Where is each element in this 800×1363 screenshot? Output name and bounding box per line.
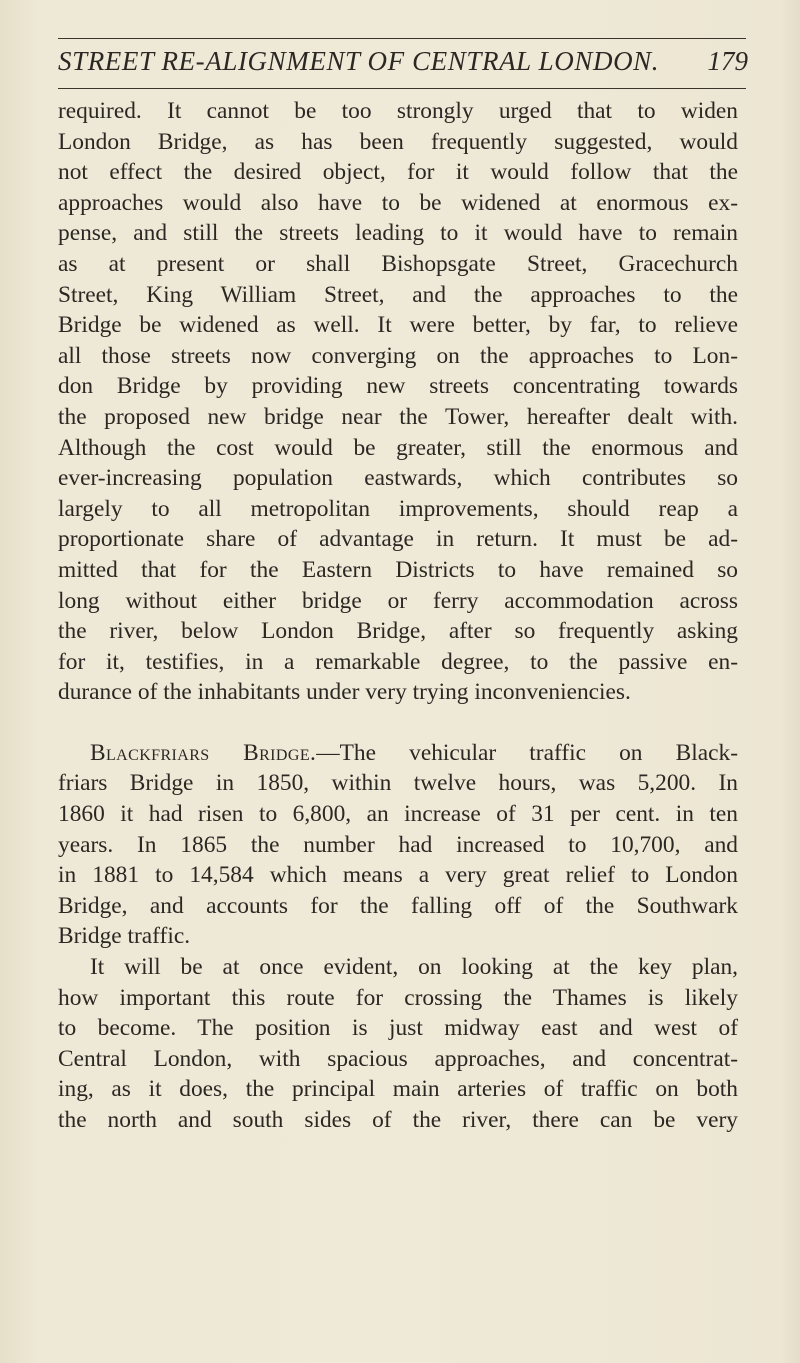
text-line: approaches would also have to be widened at enormous ex- — [58, 189, 738, 216]
text-line: ever-increasing population eastwards, which contributes so — [58, 465, 738, 492]
text-line: Although the cost would be greater, still the enormous and — [58, 434, 738, 461]
text-line: all those streets now converging on the approaches to Lon- — [58, 342, 738, 369]
head-rule — [58, 88, 746, 89]
text-line: as at present or shall Bishopsgate Street, Gracechurch — [58, 250, 738, 277]
text-line: the north and south sides of the river, there can be very — [58, 1107, 738, 1133]
paragraph-3 — [58, 952, 738, 1136]
text-line: the river, below London Bridge, after so frequently asking — [58, 618, 738, 645]
text-line: Bridge be widened as well. It were better, by far, to relieve — [58, 312, 738, 339]
text-line: It will be at once evident, on looking at the key plan, — [90, 954, 738, 981]
running-title: STREET RE-ALIGNMENT OF CENTRAL LONDON. — [58, 46, 660, 76]
body-text — [58, 96, 738, 1136]
text-line: required. It cannot be too strongly urged that to widen — [58, 98, 738, 124]
text-line: largely to all metropolitan improvements, should reap a — [58, 495, 738, 522]
text-line: London Bridge, as has been frequently suggested, would — [58, 128, 738, 155]
text-line: Bridge, and accounts for the falling off of the Southwark — [58, 892, 738, 919]
heading-run-in-text: —The vehicular traffic on Black- — [316, 739, 738, 766]
text-line: don Bridge by providing new streets concentrating towards — [58, 373, 738, 400]
text-line: 1860 it had risen to 6,800, an increase of 31 per cent. in ten — [58, 801, 738, 828]
section-heading: Blackfriars Bridge. — [90, 739, 317, 766]
text-line: not effect the desired object, for it would follow that the — [58, 159, 738, 186]
paragraph-2 — [58, 738, 738, 952]
paragraph-gap — [58, 708, 738, 738]
text-line: Central London, with spacious approaches, and concentrat- — [58, 1045, 738, 1072]
running-head — [58, 46, 748, 86]
text-line: the proposed new bridge near the Tower, hereafter dealt with. — [58, 403, 738, 430]
text-line: Street, King William Street, and the approaches to the — [58, 281, 738, 308]
text-line: in 1881 to 14,584 which means a very great relief to London — [58, 862, 738, 889]
text-line: how important this route for crossing the Thames is likely — [58, 984, 738, 1011]
text-line: proportionate share of advantage in return. It must be ad- — [58, 526, 738, 553]
text-line — [58, 738, 738, 769]
text-line: pense, and still the streets leading to it would have to remain — [58, 220, 738, 247]
text-line: durance of the inhabitants under very trying inconveniencies. — [58, 679, 631, 706]
text-line: mitted that for the Eastern Districts to have remained so — [58, 556, 738, 583]
text-line: for it, testifies, in a remarkable degree, to the passive en- — [58, 648, 738, 675]
text-line: ing, as it does, the principal main arteries of traffic on both — [58, 1076, 738, 1103]
text-line: Bridge traffic. — [58, 923, 191, 950]
paragraph-1 — [58, 96, 738, 708]
top-rule — [58, 38, 746, 39]
text-line: years. In 1865 the number had increased to 10,700, and — [58, 831, 738, 858]
page-number: 179 — [707, 46, 748, 76]
text-line: to become. The position is just midway east and west of — [58, 1015, 738, 1042]
text-line: long without either bridge or ferry accommodation across — [58, 587, 738, 614]
text-line: friars Bridge in 1850, within twelve hours, was 5,200. In — [58, 770, 738, 797]
